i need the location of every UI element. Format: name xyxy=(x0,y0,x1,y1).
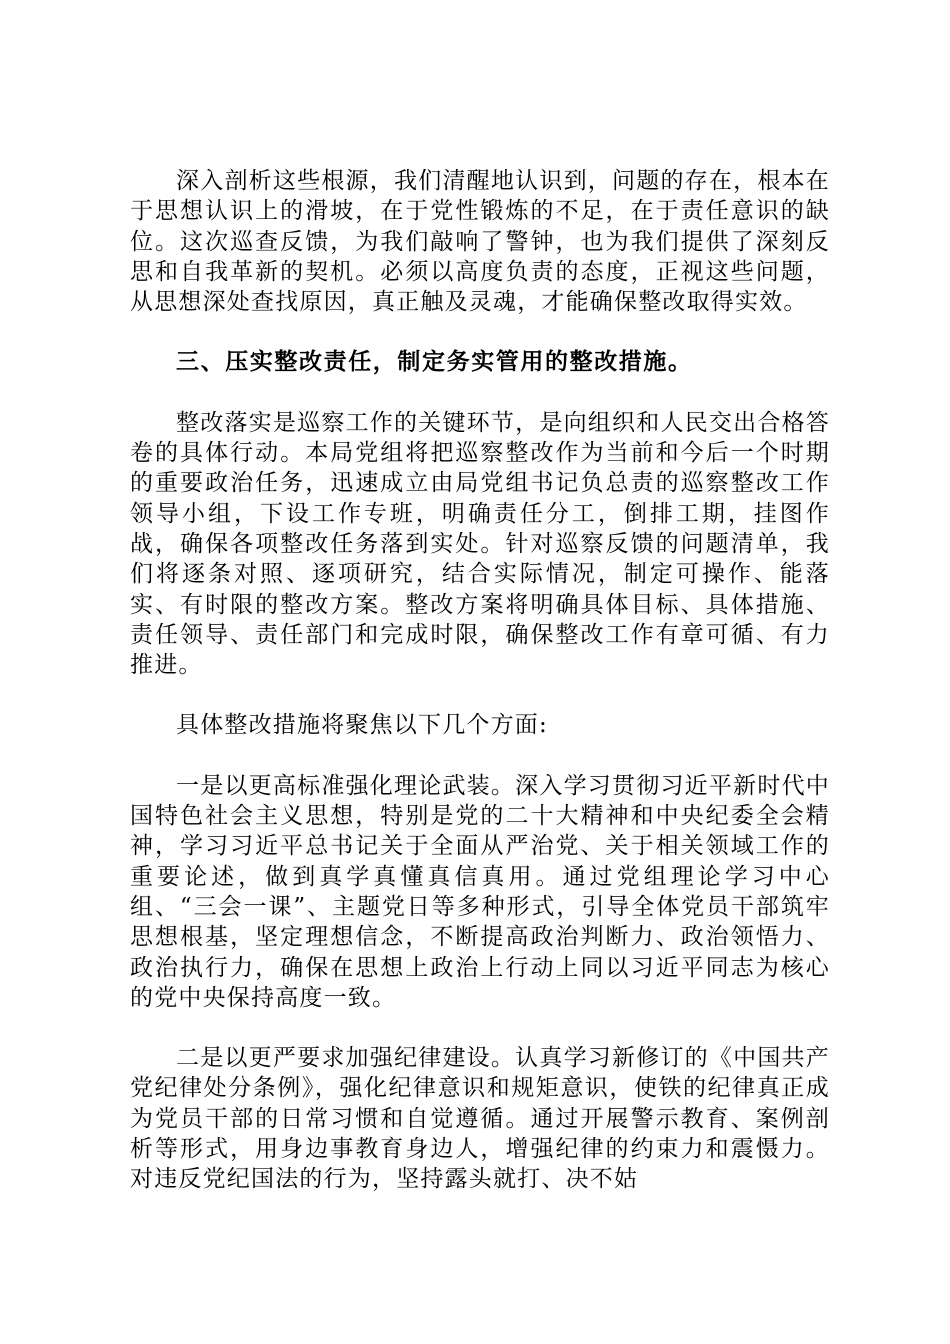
document-body xyxy=(130,166,830,1225)
paragraph-measure-discipline: 二是以更严要求加强纪律建设。认真学习新修订的《中国共产党纪律处分条例》，强化纪律意识和规矩意识，使铁的纪律真正成为党员干部的日常习惯和自觉遵循。通过开展警示教育、案例剖析等形式，用身边事教育身边人，增强纪律的约束力和震慑力。对违反党纪国法的行为，坚持露头就打、决不姑 xyxy=(130,1045,830,1193)
paragraph-rectification-plan: 整改落实是巡察工作的关键环节，是向组织和人民交出合格答卷的具体行动。本局党组将把巡察整改作为当前和今后一个时期的重要政治任务，迅速成立由局党组书记负总责的巡察整改工作领导小组，下设工作专班，明确责任分工，倒排工期，挂图作战，确保各项整改任务落到实处。针对巡察反馈的问题清单，我们将逐条对照、逐项研究，结合实际情况，制定可操作、能落实、有时限的整改方案。整改方案将明确具体目标、具体措施、责任领导、责任部门和完成时限，确保整改工作有章可循、有力推进。 xyxy=(130,409,830,679)
paragraph-measure-theory: 一是以更高标准强化理论武装。深入学习贯彻习近平新时代中国特色社会主义思想，特别是党的二十大精神和中央纪委全会精神，学习习近平总书记关于全面从严治党、关于相关领域工作的重要论述，做到真学真懂真信真用。通过党组理论学习中心组、“三会一课”、主题党日等多种形式，引导全体党员干部筑牢思想根基，坚定理想信念，不断提高政治判断力、政治领悟力、政治执行力，确保在思想上政治上行动上同以习近平同志为核心的党中央保持高度一致。 xyxy=(130,772,830,1011)
paragraph-root-causes: 深入剖析这些根源，我们清醒地认识到，问题的存在，根本在于思想认识上的滑坡，在于党性锻炼的不足，在于责任意识的缺位。这次巡查反馈，为我们敲响了警钟，也为我们提供了深刻反思和自我革新的契机。必须以高度负责的态度，正视这些问题，从思想深处查找原因，真正触及灵魂，才能确保整改取得实效。 xyxy=(130,168,830,316)
section-heading-3: 三、压实整改责任，制定务实管用的整改措施。 xyxy=(176,349,693,376)
paragraph-measures-intro: 具体整改措施将聚焦以下几个方面: xyxy=(176,712,548,739)
